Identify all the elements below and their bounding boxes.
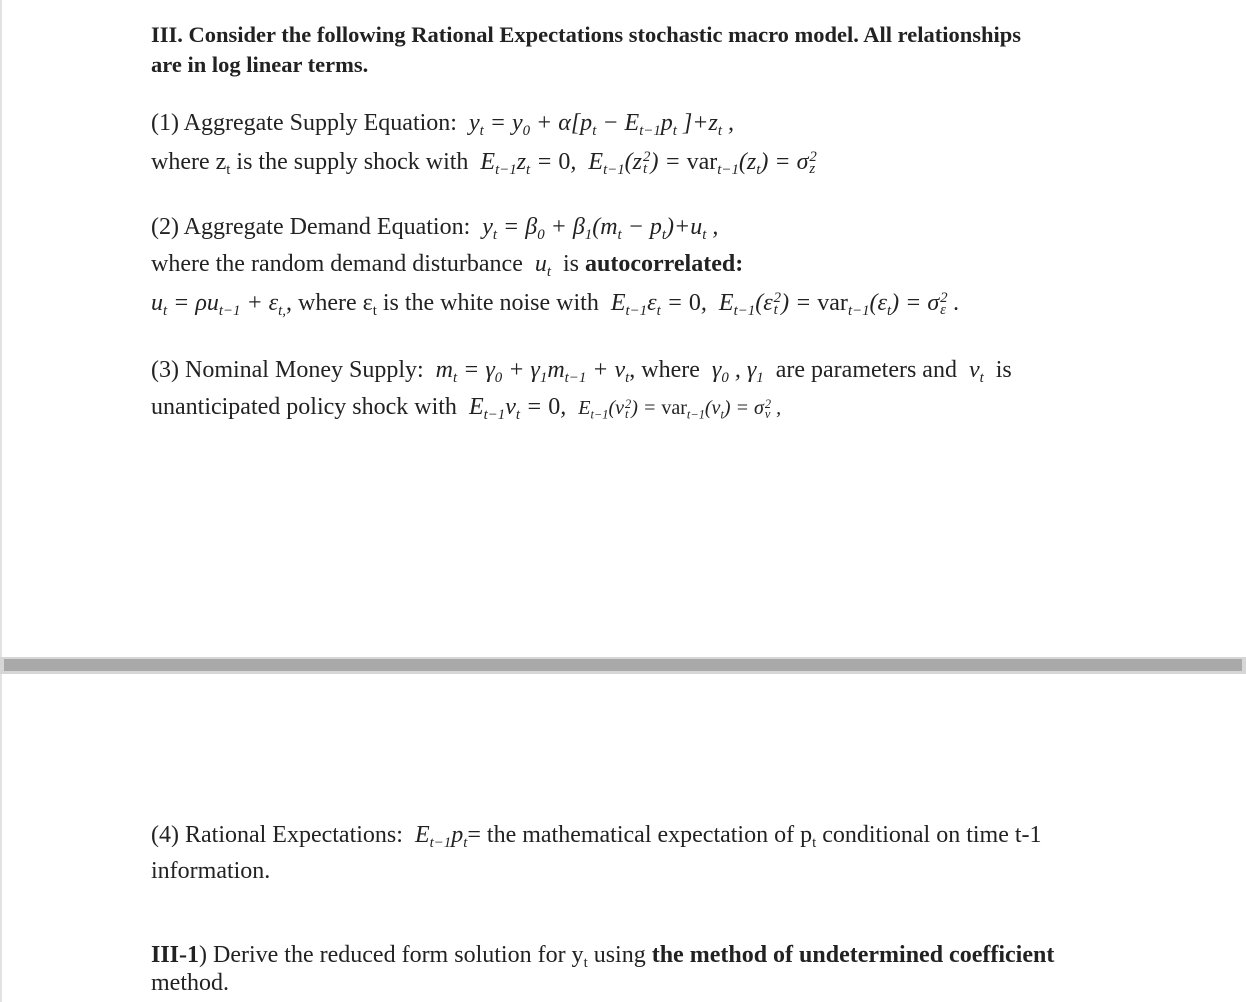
problem-heading-line-2: are in log linear terms. xyxy=(151,52,369,77)
rational-expectations-definition: (4) Rational Expectations: $E_{t-1}p_t=$ the mathematical expectation of $p_t$ conditional on time t-1 xyxy=(151,822,1042,852)
supply-equation-label: (1) Aggregate Supply Equation: xyxy=(151,110,457,136)
demand-equation-formula: $y_t = \beta_0 + \beta_1(m_t - p_t)+u_t$ , xyxy=(476,214,719,244)
demand-equation-label: (2) Aggregate Demand Equation: xyxy=(151,214,471,240)
supply-equation xyxy=(151,110,734,140)
problem-heading-line-1: III. Consider the following Rational Expectations stochastic macro model. All relationships xyxy=(151,22,1022,47)
white-noise-formula: $E_{t-1}\varepsilon_t = 0$, $E_{t-1}(\varepsilon$ 2 t ) = $var_{t-1}(\varepsilon_t) = \sigma$ 2 ε . xyxy=(604,289,960,320)
autocorrelation-formula: $u_t = \rho u_{t-1} + \varepsilon_{t,}$ xyxy=(151,290,286,320)
task-id: III-1 xyxy=(151,942,200,968)
money-supply-label: (3) Nominal Money Supply: xyxy=(151,357,424,383)
demand-equation xyxy=(151,214,719,244)
autocorrelation-equation: $u_t = \rho u_{t-1} + \varepsilon_{t,}$, where $\varepsilon_t$ is the white noise with $E_{t-1}\varepsilon_t = 0$, $E_{t-1}(\varepsilon$ 2 t ) = $var_{t-1}(\varepsilon_t) = \sigma$ 2 ε . xyxy=(151,289,960,320)
policy-shock-formula: $E_{t-1}\nu_t = 0$, $E_{t-1}(\nu$ 2 t ) = $var_{t-1}(\nu_t) = \sigma$ 2 ν , xyxy=(462,394,782,424)
demand-disturbance-description: where the random demand disturbance $u_t$ is autocorrelated: xyxy=(151,251,744,281)
task-instruction: III-1) Derive the reduced form solution for $y_t$ using the method of undetermined coefficient xyxy=(151,942,1055,972)
task-instruction-line-2: method. xyxy=(151,970,229,996)
method-emphasis: the method of undetermined coefficient xyxy=(651,942,1055,968)
supply-shock-description: where $z_t$ is the supply shock with $E_{t-1}z_t = 0$, $E_{t-1}(z$ 2 t ) = $var_{t-1}(z_t) = \sigma$ 2 z xyxy=(151,148,817,179)
money-supply-equation: (3) Nominal Money Supply: $m_t = \gamma_0 + \gamma_1m_{t-1} + \nu_t$, where $\gamma_0$ , $\gamma_1$ are parameters and $\nu_t$ is xyxy=(151,357,1012,387)
policy-shock-description: unanticipated policy shock with $E_{t-1}\nu_t = 0$, $E_{t-1}(\nu$ 2 t ) = $var_{t-1}(\nu_t) = \sigma$ 2 ν , xyxy=(151,394,782,424)
supply-equation-formula: $y_t = y_0 + \alpha[p_t - E_{t-1}p_t$ ]$+z_t$ , xyxy=(462,110,734,140)
money-supply-formula: $m_t = \gamma_0 + \gamma_1m_{t-1} + \nu_t$ xyxy=(429,357,630,387)
rational-expectations-label: (4) Rational Expectations: xyxy=(151,822,403,848)
page-divider xyxy=(0,657,1246,674)
document-page-2 xyxy=(0,674,1246,1002)
autocorrelated-label: autocorrelated: xyxy=(585,251,744,277)
rational-expectations-line-2: information. xyxy=(151,858,271,884)
supply-shock-formula: $E_{t-1}z_t = 0$, $E_{t-1}(z$ 2 t ) = $var_{t-1}(z_t) = \sigma$ 2 z xyxy=(474,148,817,179)
